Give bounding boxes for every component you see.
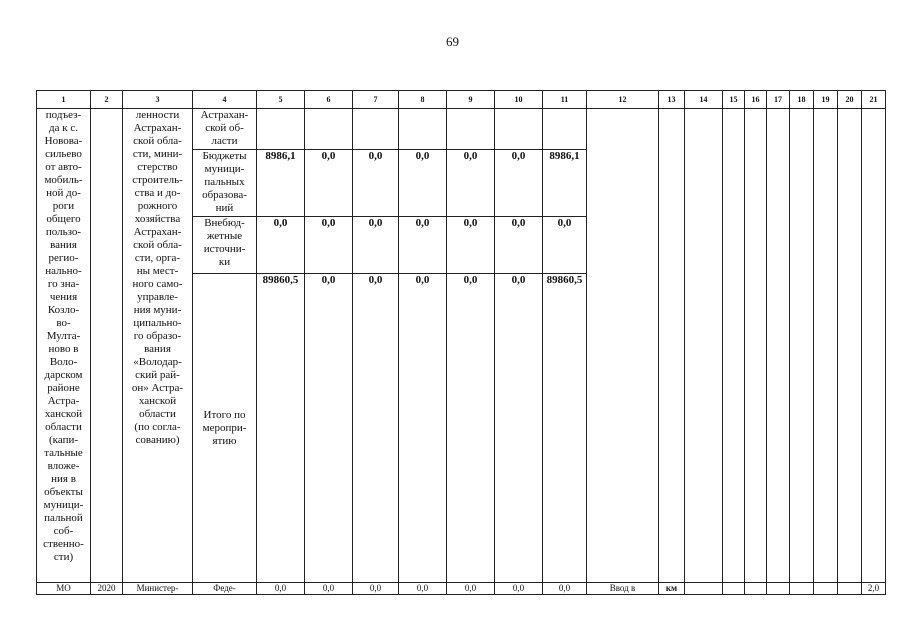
activity-name-cell: подъез- да к с. Новова- сильево от авто- мобиль- ной до- роги общего пользо- вания регио- нально- го зна- чения Козло- во- Мулта- ново в Воло- дарском районе Астра- ханской области (капи- тальные вложе- ния в объекты муници- пальной соб- ственно- сти) bbox=[37, 109, 91, 583]
year-cell: 2020 bbox=[91, 583, 123, 595]
empty-cell bbox=[790, 109, 814, 583]
value-cell: 89860,5 bbox=[257, 274, 305, 583]
value-cell: 0,0 bbox=[353, 583, 399, 595]
empty-cell bbox=[723, 109, 745, 583]
value-cell bbox=[257, 109, 305, 150]
header-cell: 3 bbox=[123, 91, 193, 109]
value-cell bbox=[447, 109, 495, 150]
funding-source-cell: Астрахан- ской об- ласти bbox=[193, 109, 257, 150]
empty-cell bbox=[790, 583, 814, 595]
header-cell: 13 bbox=[659, 91, 685, 109]
funding-source-cell: Внебюд- жетные источни- ки bbox=[193, 217, 257, 274]
value-cell: 0,0 bbox=[495, 150, 543, 217]
value-cell: 0,0 bbox=[543, 217, 587, 274]
value-cell: 0,0 bbox=[447, 274, 495, 583]
value-cell: 8986,1 bbox=[543, 150, 587, 217]
table-row bbox=[37, 583, 886, 595]
value-cell: 0,0 bbox=[495, 583, 543, 595]
value-cell bbox=[353, 109, 399, 150]
value-cell: 0,0 bbox=[353, 274, 399, 583]
unit-cell: км bbox=[659, 583, 685, 595]
value-cell: 0,0 bbox=[447, 217, 495, 274]
value-cell: 0,0 bbox=[399, 150, 447, 217]
value-cell bbox=[543, 109, 587, 150]
empty-cell bbox=[685, 109, 723, 583]
header-cell: 2 bbox=[91, 91, 123, 109]
header-cell: 21 bbox=[862, 91, 886, 109]
value-cell: 8986,1 bbox=[257, 150, 305, 217]
value-cell: 0,0 bbox=[353, 217, 399, 274]
empty-cell bbox=[838, 109, 862, 583]
empty-cell bbox=[814, 583, 838, 595]
empty-cell bbox=[814, 109, 838, 583]
empty-cell bbox=[767, 109, 790, 583]
funding-source-cell: Феде- bbox=[193, 583, 257, 595]
year-cell bbox=[91, 109, 123, 583]
unit-cell bbox=[659, 109, 685, 583]
header-cell: 1 bbox=[37, 91, 91, 109]
empty-cell bbox=[745, 583, 767, 595]
header-cell: 18 bbox=[790, 91, 814, 109]
empty-cell bbox=[723, 583, 745, 595]
value-cell: 0,0 bbox=[399, 583, 447, 595]
funding-source-cell: Итого по меропри- ятию bbox=[193, 274, 257, 583]
table-row bbox=[37, 109, 886, 150]
header-cell: 9 bbox=[447, 91, 495, 109]
value-cell: 0,0 bbox=[305, 274, 353, 583]
funding-source-cell: Бюджеты муници- пальных образова- ний bbox=[193, 150, 257, 217]
value-cell: 0,0 bbox=[305, 217, 353, 274]
header-cell: 7 bbox=[353, 91, 399, 109]
empty-cell bbox=[838, 583, 862, 595]
value-cell: 0,0 bbox=[447, 583, 495, 595]
value-cell: 89860,5 bbox=[543, 274, 587, 583]
empty-cell bbox=[862, 109, 886, 583]
program-table bbox=[36, 90, 886, 595]
header-cell: 20 bbox=[838, 91, 862, 109]
value-cell: 0,0 bbox=[447, 150, 495, 217]
value-cell: 2,0 bbox=[862, 583, 886, 595]
header-cell: 15 bbox=[723, 91, 745, 109]
value-cell: 0,0 bbox=[353, 150, 399, 217]
header-cell: 19 bbox=[814, 91, 838, 109]
value-cell: 0,0 bbox=[305, 150, 353, 217]
header-row bbox=[37, 91, 886, 109]
value-cell bbox=[305, 109, 353, 150]
value-cell: 0,0 bbox=[495, 217, 543, 274]
empty-cell bbox=[767, 583, 790, 595]
value-cell bbox=[495, 109, 543, 150]
page-number: 69 bbox=[446, 34, 459, 49]
empty-cell bbox=[685, 583, 723, 595]
header-cell: 10 bbox=[495, 91, 543, 109]
value-cell: 0,0 bbox=[543, 583, 587, 595]
value-cell: 0,0 bbox=[399, 274, 447, 583]
header-cell: 11 bbox=[543, 91, 587, 109]
header-cell: 17 bbox=[767, 91, 790, 109]
header-cell: 8 bbox=[399, 91, 447, 109]
header-cell: 16 bbox=[745, 91, 767, 109]
value-cell: 0,0 bbox=[399, 217, 447, 274]
header-cell: 5 bbox=[257, 91, 305, 109]
header-cell: 4 bbox=[193, 91, 257, 109]
executor-cell: ленности Астрахан- ской обла- сти, мини- стерство строитель- ства и до- рожного хозяйства Астрахан- ской обла- сти, орга- ны мест- ного само- управле- ния муни- ципально- го образо- вания «Володар- ский рай- он» Астра- ханской области (по согла- сованию) bbox=[123, 109, 193, 583]
executor-cell: Министер- bbox=[123, 583, 193, 595]
header-cell: 6 bbox=[305, 91, 353, 109]
empty-cell bbox=[745, 109, 767, 583]
value-cell: 0,0 bbox=[305, 583, 353, 595]
value-cell: 0,0 bbox=[257, 217, 305, 274]
activity-name-cell: МО bbox=[37, 583, 91, 595]
indicator-cell: Ввод в bbox=[587, 583, 659, 595]
value-cell: 0,0 bbox=[495, 274, 543, 583]
header-cell: 12 bbox=[587, 91, 659, 109]
header-cell: 14 bbox=[685, 91, 723, 109]
indicator-cell bbox=[587, 109, 659, 583]
value-cell: 0,0 bbox=[257, 583, 305, 595]
value-cell bbox=[399, 109, 447, 150]
